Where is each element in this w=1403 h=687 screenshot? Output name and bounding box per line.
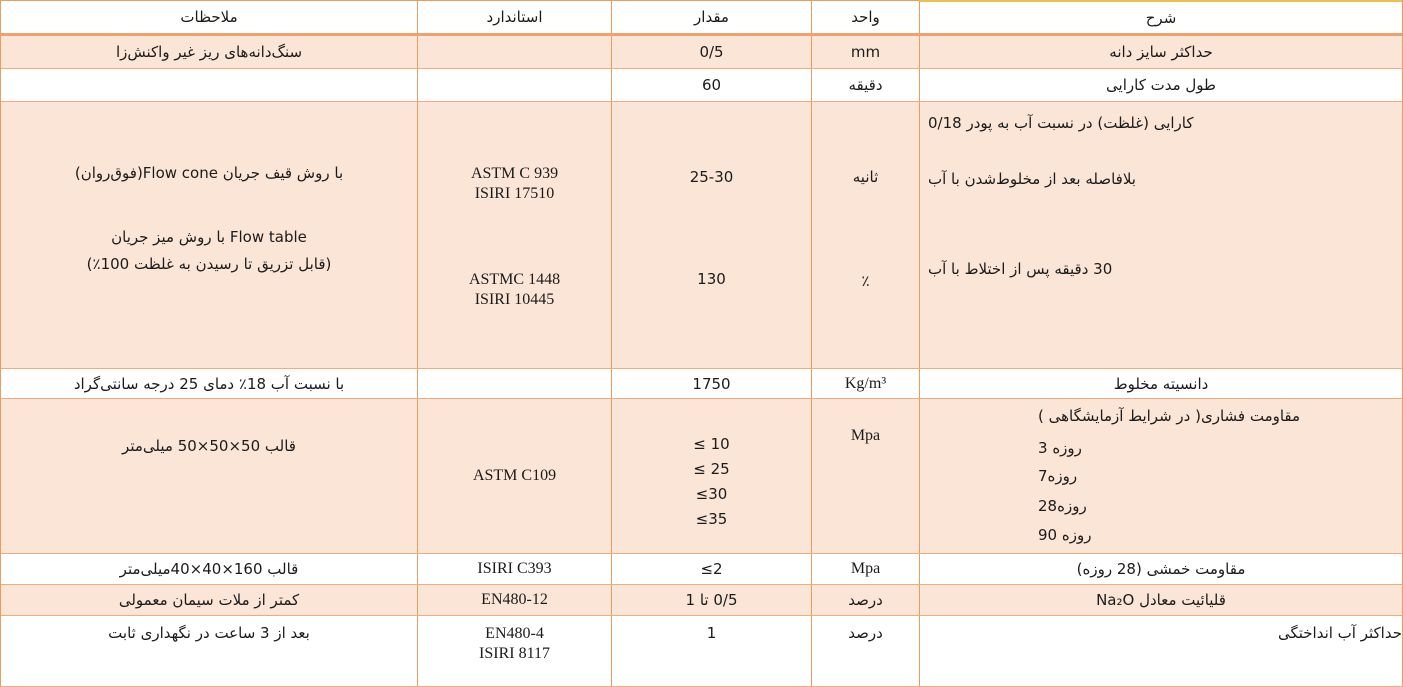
cell-compressive-meghdar bbox=[611, 399, 811, 553]
workability-molahezat-line2: Flow table با روش میز جریان bbox=[111, 228, 307, 246]
cell-flexural-molahezat bbox=[1, 554, 417, 584]
cell-alkalinity-standard bbox=[417, 585, 611, 615]
cell-working-time-meghdar bbox=[611, 69, 811, 101]
bleeding-molahezat-text: بعد از 3 ساعت در نگهداری ثابت bbox=[108, 624, 310, 642]
working-time-vahed-text: دقیقه bbox=[848, 76, 883, 94]
cell-flexural-meghdar bbox=[611, 554, 811, 584]
workability-sharh-line2: بلافاصله بعد از مخلوط‌شدن با آب bbox=[928, 170, 1136, 188]
workability-standard-block2 bbox=[418, 270, 611, 310]
max-grain-meghdar-text: 0/5 bbox=[699, 43, 724, 61]
cell-bleeding-meghdar bbox=[611, 616, 811, 686]
compressive-vahed-text: Mpa bbox=[850, 427, 881, 444]
workability-standard-2a: ASTMC 1448 bbox=[468, 271, 561, 288]
header-standard bbox=[417, 0, 611, 33]
flexural-molahezat-text: قالب 160×40×40میلی‌متر bbox=[119, 560, 299, 578]
cell-working-time-molahezat bbox=[1, 69, 417, 101]
compressive-meghdar-day28: ≤30 bbox=[695, 485, 728, 503]
row-alkalinity bbox=[1, 584, 1402, 615]
cell-alkalinity-vahed bbox=[811, 585, 919, 615]
cell-working-time-standard bbox=[417, 69, 611, 101]
cell-workability-sharh bbox=[919, 102, 1402, 368]
cell-density-molahezat bbox=[1, 369, 417, 398]
cell-workability-molahezat bbox=[1, 102, 417, 368]
workability-sharh-line3: 30 دقیقه پس از اختلاط با آب bbox=[928, 260, 1113, 278]
workability-sharh-line1: کارایی (غلظت) در نسبت آب به پودر 0/18 bbox=[928, 114, 1194, 132]
cell-workability-standard bbox=[417, 102, 611, 368]
workability-meghdar-1: 25-30 bbox=[689, 168, 734, 186]
working-time-meghdar-text: 60 bbox=[701, 76, 722, 94]
row-bleeding bbox=[1, 615, 1402, 686]
cell-max-grain-sharh bbox=[919, 36, 1402, 68]
bleeding-standard-block bbox=[479, 624, 550, 664]
compressive-sharh-day3: 3 روزه bbox=[1038, 439, 1082, 457]
cell-compressive-sharh bbox=[919, 399, 1402, 553]
flexural-sharh-text: مقاومت خمشی (28 روزه) bbox=[1076, 560, 1246, 578]
row-density bbox=[1, 368, 1402, 398]
cell-max-grain-vahed bbox=[811, 36, 919, 68]
density-sharh-text: دانسیته مخلوط bbox=[1113, 374, 1209, 393]
alkalinity-sharh-text: قلیائیت معادل Na₂O bbox=[1096, 591, 1226, 609]
workability-standard-1b: ISIRI 17510 bbox=[474, 185, 555, 202]
cell-compressive-vahed bbox=[811, 399, 919, 553]
workability-vahed-2: ٪ bbox=[861, 272, 870, 290]
working-time-sharh-text: طول مدت کارایی bbox=[1106, 76, 1216, 94]
bleeding-vahed-text: درصد bbox=[848, 624, 883, 642]
cell-alkalinity-molahezat bbox=[1, 585, 417, 615]
alkalinity-molahezat-text: کمتر از ملات سیمان معمولی bbox=[118, 591, 300, 609]
cell-bleeding-standard bbox=[417, 616, 611, 686]
row-flexural-strength bbox=[1, 553, 1402, 584]
header-vahed bbox=[811, 0, 919, 33]
max-grain-sharh-text: حداکثر سایز دانه bbox=[1109, 43, 1213, 61]
bleeding-standard-b: ISIRI 8117 bbox=[479, 645, 550, 662]
alkalinity-standard-text: EN480-12 bbox=[481, 591, 548, 608]
compressive-sharh-title: مقاومت فشاری( در شرایط آزمایشگاهی ) bbox=[1038, 407, 1301, 425]
row-max-grain-size bbox=[1, 36, 1402, 68]
compressive-standard-text: ASTM C109 bbox=[472, 467, 557, 484]
density-vahed-text: Kg/m³ bbox=[844, 374, 887, 392]
cell-density-sharh bbox=[919, 369, 1402, 398]
workability-standard-1a: ASTM C 939 bbox=[470, 165, 559, 182]
cell-bleeding-molahezat bbox=[1, 616, 417, 686]
compressive-meghdar-day7: ≤ 25 bbox=[693, 460, 730, 478]
cell-bleeding-vahed bbox=[811, 616, 919, 686]
cell-density-standard bbox=[417, 369, 611, 398]
compressive-sharh-day90: 90 روزه bbox=[1038, 526, 1092, 544]
cell-density-meghdar bbox=[611, 369, 811, 398]
cell-workability-vahed bbox=[811, 102, 919, 368]
max-grain-molahezat-text: سنگ‌دانه‌های ریز غیر واکنش‌زا bbox=[115, 43, 303, 61]
cell-max-grain-standard bbox=[417, 36, 611, 68]
header-molahezat bbox=[1, 0, 417, 33]
cell-working-time-sharh bbox=[919, 69, 1402, 101]
header-standard-label: استاندارد bbox=[486, 8, 543, 26]
workability-standard-block1 bbox=[418, 164, 611, 204]
cell-workability-meghdar bbox=[611, 102, 811, 368]
max-grain-vahed-text: mm bbox=[850, 43, 881, 61]
cell-working-time-vahed bbox=[811, 69, 919, 101]
flexural-vahed-text: Mpa bbox=[850, 560, 881, 577]
compressive-sharh-day28: 28روزه bbox=[1038, 497, 1087, 515]
compressive-meghdar-day90: ≤35 bbox=[695, 510, 728, 528]
cell-density-vahed bbox=[811, 369, 919, 398]
cell-compressive-standard bbox=[417, 399, 611, 553]
header-molahezat-label: ملاحظات bbox=[180, 8, 238, 26]
workability-vahed-1: ثانیه bbox=[852, 168, 879, 186]
bleeding-standard-a: EN480-4 bbox=[485, 625, 544, 642]
workability-molahezat-line3: (قابل تزریق تا رسیدن به غلظت 100٪) bbox=[86, 255, 332, 273]
workability-meghdar-2: 130 bbox=[697, 270, 726, 288]
compressive-sharh-day7: 7روزه bbox=[1038, 467, 1078, 485]
alkalinity-vahed-text: درصد bbox=[848, 591, 883, 609]
row-workability bbox=[1, 101, 1402, 368]
row-working-time bbox=[1, 68, 1402, 101]
header-sharh-label: شرح bbox=[1145, 8, 1177, 27]
bleeding-sharh-text: حداکثر آب انداختگی bbox=[1277, 624, 1402, 642]
cell-max-grain-molahezat bbox=[1, 36, 417, 68]
workability-standard-2b: ISIRI 10445 bbox=[474, 291, 555, 308]
cell-bleeding-sharh bbox=[919, 616, 1402, 686]
cell-compressive-molahezat bbox=[1, 399, 417, 553]
cell-max-grain-meghdar bbox=[611, 36, 811, 68]
compressive-molahezat-text: قالب 50×50×50 میلی‌متر bbox=[122, 437, 296, 455]
cell-alkalinity-sharh bbox=[919, 585, 1402, 615]
header-meghdar-label: مقدار bbox=[694, 8, 729, 26]
density-molahezat-text: با نسبت آب 18٪ دمای 25 درجه سانتی‌گراد bbox=[73, 374, 345, 393]
density-meghdar-text: 1750 bbox=[692, 374, 731, 393]
flexural-standard-text: ISIRI C393 bbox=[477, 560, 552, 577]
cell-flexural-standard bbox=[417, 554, 611, 584]
compressive-meghdar-day3: ≤ 10 bbox=[693, 435, 730, 453]
bleeding-meghdar-text: 1 bbox=[706, 624, 717, 642]
cell-flexural-sharh bbox=[919, 554, 1402, 584]
cell-flexural-vahed bbox=[811, 554, 919, 584]
row-compressive-strength bbox=[1, 398, 1402, 553]
cell-alkalinity-meghdar bbox=[611, 585, 811, 615]
header-meghdar bbox=[611, 0, 811, 33]
table-header-row bbox=[1, 0, 1402, 36]
flexural-meghdar-text: ≤2 bbox=[700, 560, 723, 578]
workability-molahezat-line1: با روش قیف جریان Flow cone(فوق‌روان) bbox=[74, 164, 344, 182]
alkalinity-meghdar-text: 0/5 تا 1 bbox=[685, 591, 738, 609]
header-sharh bbox=[919, 0, 1402, 33]
header-vahed-label: واحد bbox=[851, 8, 880, 26]
